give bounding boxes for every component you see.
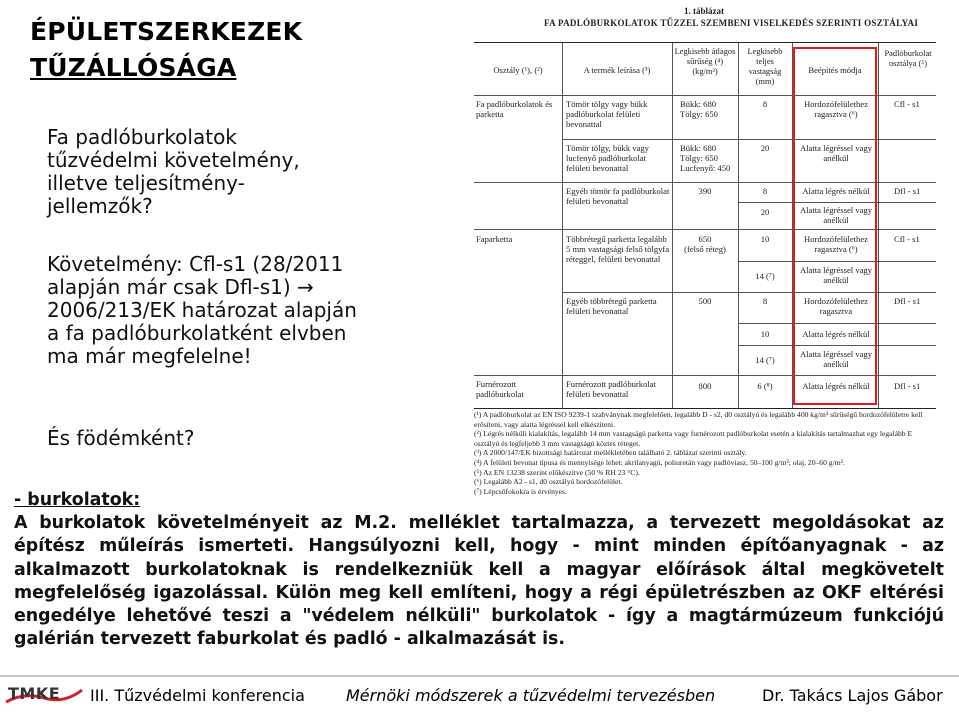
mode-value: Hordozófelülethez ragasztva (⁶): [804, 99, 868, 119]
footnote: (⁶) Legalább A2 - s1, d0 osztályú hordozófelület.: [474, 477, 623, 487]
thickness-value: 10: [760, 329, 770, 339]
coverings-heading: - burkolatok:: [14, 490, 141, 510]
mode-value: Alatta légréssel vagy anélkül: [799, 265, 873, 285]
table-number: 1. táblázat: [684, 6, 724, 16]
footnote: (³) A 2000/147/EK bizottsági határozat mellékletében található 2. táblázat szerinti osztály.: [474, 448, 747, 458]
header-class: Osztály (¹), (²): [493, 65, 543, 75]
table-caption: FA PADLÓBURKOLATOK TŰZZEL SZEMBENI VISELKEDÉS SZERINTI OSZTÁLYAI: [544, 18, 919, 28]
header-mode: Beépítés módja: [808, 65, 862, 75]
thickness-value: 8: [762, 296, 768, 306]
density-value: Bükk: 680 Tölgy: 650: [680, 99, 718, 119]
header-density: Legkisebb átlagos sűrűség (⁴) (kg/m³): [674, 47, 736, 76]
table-row: Tömör tölgy, bükk vagy lucfenyő padlóburkolat felületi bevonattal: [566, 143, 649, 173]
mode-value: Alatta légrés nélkül: [802, 381, 870, 391]
footer-conference: III. Tűzvédelmi konferencia: [90, 686, 305, 705]
installation-mode-highlight: [793, 47, 877, 405]
density-value: 650 (felső réteg): [684, 234, 726, 254]
footnote: (²) Légrés nélküli kialakítás, legalább 14 mm vastagságú parketta vagy furnérozott padlóburkolat esetén a kialakítás tartalmazhat egy legalább E osztályú és legfeljebb 3 mm vastagságú köztes réteget.: [474, 429, 913, 448]
footer-divider: [0, 675, 959, 677]
density-value: 390: [698, 186, 712, 196]
group-parquet: Faparketta: [476, 234, 513, 244]
class-value: Cfl - s1: [894, 99, 920, 109]
mode-value: Alatta légrés nélkül: [802, 329, 870, 339]
header-thickness: Legkisebb teljes vastagság (mm): [747, 47, 783, 86]
class-value: Dfl - s1: [894, 381, 921, 391]
density-value: Bükk: 680 Tölgy: 650 Lucfenyő: 450: [680, 143, 731, 173]
table-row: Többrétegű parketta legalább 5 mm vastagsági felső tölgyfa réteggel, felületi bevonattal: [566, 234, 670, 264]
group-veneer: Furnérozott padlóburkolat: [476, 379, 524, 399]
footnote: (⁵) Az EN 13238 szerint előkészítve (50 % RH 23 °C).: [474, 467, 640, 477]
coverings-paragraph: A burkolatok követelményeit az M.2. melléklet tartalmazza, a tervezett megoldásokat az építész műleírás ismerteti. Hangsúlyozni kell, hogy - mint minden építőanyagnak - az alkalmazott burkolatoknak is rendelkezniük kell a magyar előírások által megkövetelt megfelelőség igazolással. Külön meg kell említeni, hogy a régi épületrészben az OKF eltérési engedélye lehetővé teszi a "védelem nélküli" burkolatok - így a magtármúzeum funkciójú galérián tervezett faburkolat és padló - alkalmazását is.: [14, 513, 944, 650]
thickness-value: 8: [762, 99, 768, 109]
footnote: (⁴) A felületi bevonat típusa és mennyisége lehet: akrilanyagú, poliuretán vagy padlóviasz, 50–100 g/m²; olaj, 20–60 g/m².: [474, 457, 845, 467]
header-description: A termék leírása (³): [583, 65, 651, 75]
thickness-value: 14 (⁷): [755, 355, 775, 365]
footer-author: Dr. Takács Lajos Gábor: [762, 686, 943, 705]
class-value: Dfl - s1: [894, 186, 921, 196]
table-row: Furnérozott padlóburkolat felületi bevonattal: [566, 379, 656, 399]
requirement-text: Követelmény: Cfl-s1 (28/2011 alapján már csak Dfl-s1) → 2006/213/EK határozat alapján a fa padlóburkolatként elvben ma már megfelelne!: [47, 252, 357, 368]
table-row: Egyéb tömör fa padlóburkolat felületi bevonattal: [566, 186, 670, 206]
density-value: 800: [698, 381, 712, 391]
group-wood-floor: Fa padlóburkolatok és parketta: [476, 99, 553, 119]
thickness-value: 20: [760, 207, 770, 217]
title-line-1: ÉPÜLETSZERKEZEK: [30, 17, 303, 46]
table-footnotes: [474, 410, 936, 496]
table-row: Tömör tölgy vagy bükk padlóburkolat felületi bevonattal: [566, 99, 648, 129]
title-line-2: TŰZÁLLÓSÁGA: [30, 53, 237, 82]
thickness-value: 14 (⁷): [755, 271, 775, 281]
mode-value: Alatta légrés nélkül: [802, 186, 870, 196]
class-value: Dfl - s1: [894, 296, 921, 306]
class-value: Cfl - s1: [894, 234, 920, 244]
table-row: Egyéb többrétegű parketta felületi bevonattal: [566, 296, 657, 316]
thickness-value: 6 (⁸): [757, 381, 773, 391]
footnote: (⁷) Lépcsőfokokra is érvényes.: [474, 486, 567, 496]
mode-value: Alatta légréssel vagy anélkül: [799, 205, 873, 225]
mode-value: Hordozófelülethez ragasztva: [804, 296, 868, 316]
footer-subtitle: Mérnöki módszerek a tűzvédelmi tervezésben: [346, 686, 716, 705]
coverings-section: [14, 486, 944, 651]
thickness-value: 8: [762, 186, 768, 196]
mode-value: Alatta légréssel vagy anélkül: [799, 143, 873, 163]
question-floor: És födémként?: [47, 426, 195, 450]
density-value: 500: [698, 296, 712, 306]
header-floor-class: Padlóburkolat osztálya (⁵): [884, 49, 932, 68]
logo-text: TMKE: [8, 684, 61, 703]
question-fire-requirements: Fa padlóburkolatok tűzvédelmi követelmény, illetve teljesítmény-jellemzők?: [47, 125, 300, 218]
thickness-value: 10: [760, 234, 770, 244]
footnote: (¹) A padlóburkolat az EN ISO 9239-1 szabványnak megfelelően, legalább D - s2, d0 osztályú és legalább 400 kg/m³ sűrűségű hordozófelületre kell erősíteni, vagy alatta légréssel kell elkészíteni.: [474, 410, 923, 429]
thickness-value: 20: [760, 143, 770, 153]
page-title: [30, 14, 330, 86]
mode-value: Hordozófelülethez ragasztva (⁶): [804, 234, 868, 254]
mode-value: Alatta légréssel vagy anélkül: [799, 349, 873, 369]
